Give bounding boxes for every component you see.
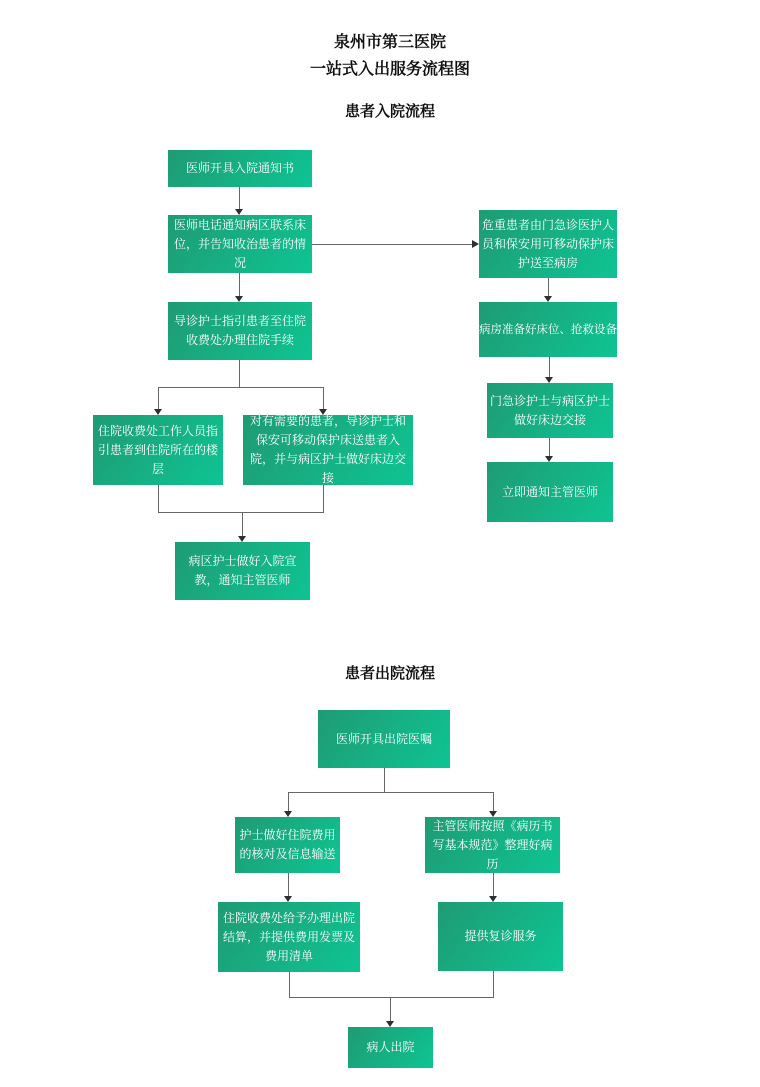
- flow-node-critical-patient-escort: 危重患者由门急诊医护人员和保安用可移动保护床护送至病房: [479, 210, 617, 278]
- connector-line: [289, 972, 290, 997]
- arrow-down-icon: [284, 811, 292, 817]
- connector-line: [312, 244, 472, 245]
- arrow-down-icon: [489, 811, 497, 817]
- arrow-down-icon: [154, 409, 162, 415]
- connector-line: [390, 997, 391, 1021]
- flowchart-title: 一站式入出服务流程图: [309, 59, 470, 78]
- arrow-down-icon: [489, 896, 497, 902]
- connector-line: [493, 792, 494, 811]
- connector-line: [493, 971, 494, 997]
- connector-line: [239, 360, 240, 387]
- arrow-down-icon: [545, 377, 553, 383]
- flow-node-guide-to-fee-office: 导诊护士指引患者至住院收费处办理住院手续: [168, 302, 312, 360]
- connector-line: [242, 512, 243, 536]
- connector-line: [158, 485, 159, 512]
- connector-line: [289, 997, 494, 998]
- connector-line: [288, 792, 494, 793]
- connector-line: [239, 187, 240, 209]
- arrow-down-icon: [386, 1021, 394, 1027]
- flow-node-guide-to-floor: 住院收费处工作人员指引患者到住院所在的楼层: [93, 415, 223, 485]
- connector-line: [549, 438, 550, 456]
- connector-line: [158, 387, 159, 409]
- arrow-down-icon: [545, 456, 553, 462]
- connector-line: [493, 873, 494, 896]
- arrow-down-icon: [235, 209, 243, 215]
- flow-node-followup-service: 提供复诊服务: [438, 902, 563, 971]
- flow-node-admission-notice: 医师开具入院通知书: [168, 150, 312, 187]
- flow-node-notify-attending: 立即通知主管医师: [487, 462, 613, 522]
- connector-line: [288, 792, 289, 811]
- connector-line: [323, 387, 324, 409]
- document-title: [20, 28, 760, 82]
- connector-line: [548, 278, 549, 296]
- connector-line: [323, 485, 324, 512]
- flow-node-bedside-handover: 门急诊护士与病区护士做好床边交接: [487, 383, 613, 438]
- arrow-down-icon: [319, 409, 327, 415]
- connector-line: [158, 387, 324, 388]
- flow-node-protective-bed-transfer: 对有需要的患者，导诊护士和保安可移动保护床送患者入院，并与病区护士做好床边交接: [243, 415, 413, 485]
- connector-line: [239, 273, 240, 296]
- flow-node-patient-discharged: 病人出院: [348, 1027, 433, 1068]
- flow-node-organize-records: 主管医师按照《病历书写基本规范》整理好病历: [425, 817, 560, 873]
- connector-line: [384, 768, 385, 792]
- flow-node-phone-ward-bed: 医师电话通知病区联系床位，并告知收治患者的情况: [168, 215, 312, 273]
- connector-line: [549, 357, 550, 377]
- flow-node-discharge-order: 医师开具出院医嘱: [318, 710, 450, 768]
- flow-node-ward-prepare-bed: 病房准备好床位、抢救设备: [479, 302, 617, 357]
- hospital-name: 泉州市第三医院: [333, 32, 446, 51]
- arrow-right-icon: [472, 240, 479, 248]
- arrow-down-icon: [238, 536, 246, 542]
- connector-line: [288, 873, 289, 896]
- flow-node-discharge-settlement: 住院收费处给予办理出院结算，并提供费用发票及费用清单: [218, 902, 360, 972]
- admission-section-heading: 患者入院流程: [344, 102, 435, 120]
- flow-node-fee-check: 护士做好住院费用的核对及信息输送: [235, 817, 340, 873]
- discharge-section-heading: 患者出院流程: [344, 664, 435, 682]
- arrow-down-icon: [544, 296, 552, 302]
- arrow-down-icon: [235, 296, 243, 302]
- arrow-down-icon: [284, 896, 292, 902]
- flow-node-ward-education: 病区护士做好入院宣教，通知主管医师: [175, 542, 310, 600]
- connector-line: [158, 512, 324, 513]
